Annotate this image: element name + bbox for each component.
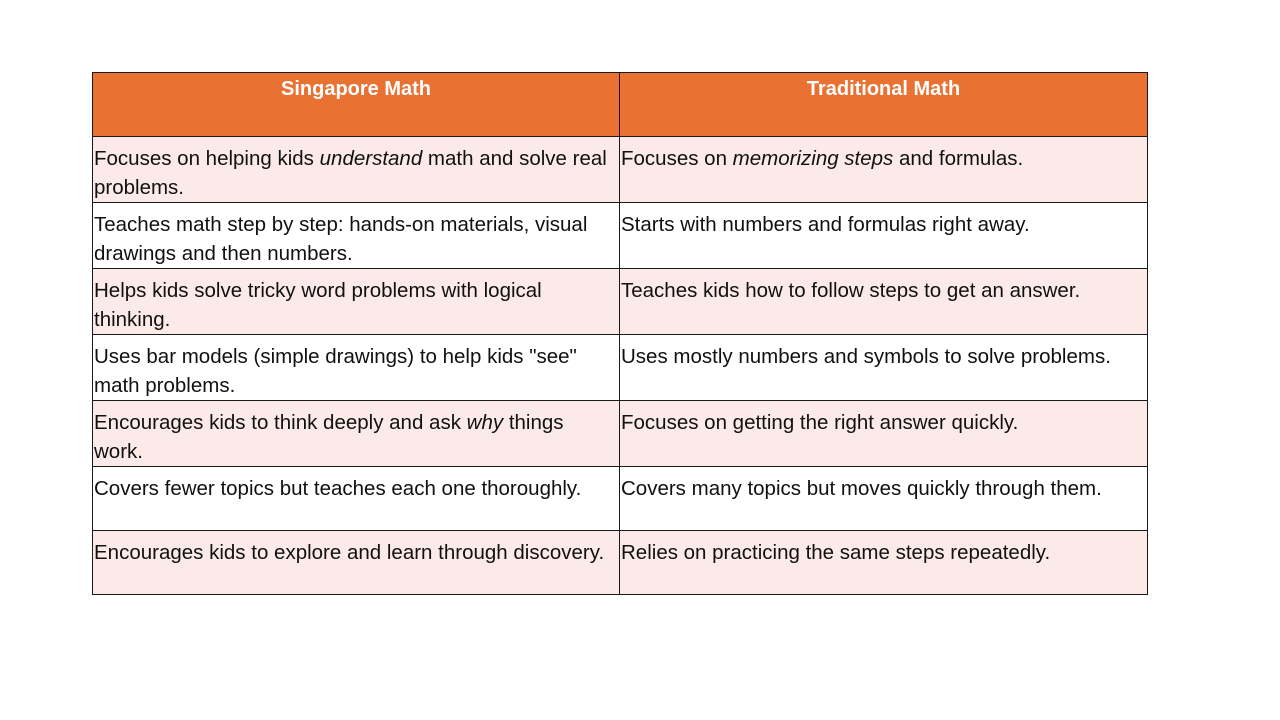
traditional-math-cell (620, 137, 1148, 203)
traditional-math-cell (620, 269, 1148, 335)
emphasized-text: why (466, 411, 504, 434)
cell-text: Focuses on helping kids (94, 147, 320, 170)
table-body (93, 137, 1148, 595)
singapore-math-cell (93, 401, 620, 467)
traditional-math-cell (620, 531, 1148, 595)
singapore-math-cell (93, 269, 620, 335)
cell-text: Encourages kids to explore and learn through discovery. (94, 541, 605, 564)
header-traditional-math: Traditional Math (620, 73, 1148, 137)
cell-text: Encourages kids to think deeply and ask (94, 411, 467, 434)
cell-text: Uses mostly numbers and symbols to solve problems. (621, 345, 1111, 368)
cell-text: Helps kids solve tricky word problems with logical thinking. (94, 279, 542, 331)
singapore-math-cell (93, 467, 620, 531)
comparison-table (92, 72, 1148, 595)
cell-text: Focuses on getting the right answer quickly. (621, 411, 1019, 434)
cell-text: Covers fewer topics but teaches each one thoroughly. (94, 477, 582, 500)
header-row (93, 73, 1148, 137)
header-singapore-math: Singapore Math (93, 73, 620, 137)
emphasized-text: memorizing steps (732, 147, 894, 170)
table-row (93, 401, 1148, 467)
cell-text: Uses bar models (simple drawings) to help kids "see" math problems. (94, 345, 577, 397)
emphasized-text: understand (319, 147, 423, 170)
singapore-math-cell (93, 531, 620, 595)
singapore-math-cell (93, 203, 620, 269)
traditional-math-cell (620, 203, 1148, 269)
traditional-math-cell (620, 467, 1148, 531)
cell-text: things work. (94, 411, 564, 463)
cell-text: Covers many topics but moves quickly through them. (621, 477, 1102, 500)
singapore-math-cell (93, 137, 620, 203)
cell-text: Teaches math step by step: hands-on materials, visual drawings and then numbers. (94, 213, 588, 265)
table-row (93, 269, 1148, 335)
table-row (93, 335, 1148, 401)
cell-text: and formulas. (893, 147, 1024, 170)
cell-text: Teaches kids how to follow steps to get an answer. (621, 279, 1081, 302)
cell-text: Focuses on (621, 147, 733, 170)
cell-text: Relies on practicing the same steps repeatedly. (621, 541, 1051, 564)
table-row (93, 531, 1148, 595)
traditional-math-cell (620, 401, 1148, 467)
traditional-math-cell (620, 335, 1148, 401)
table-row (93, 137, 1148, 203)
table-row (93, 467, 1148, 531)
singapore-math-cell (93, 335, 620, 401)
table-row (93, 203, 1148, 269)
cell-text: math and solve real problems. (94, 147, 607, 199)
cell-text: Starts with numbers and formulas right away. (621, 213, 1030, 236)
